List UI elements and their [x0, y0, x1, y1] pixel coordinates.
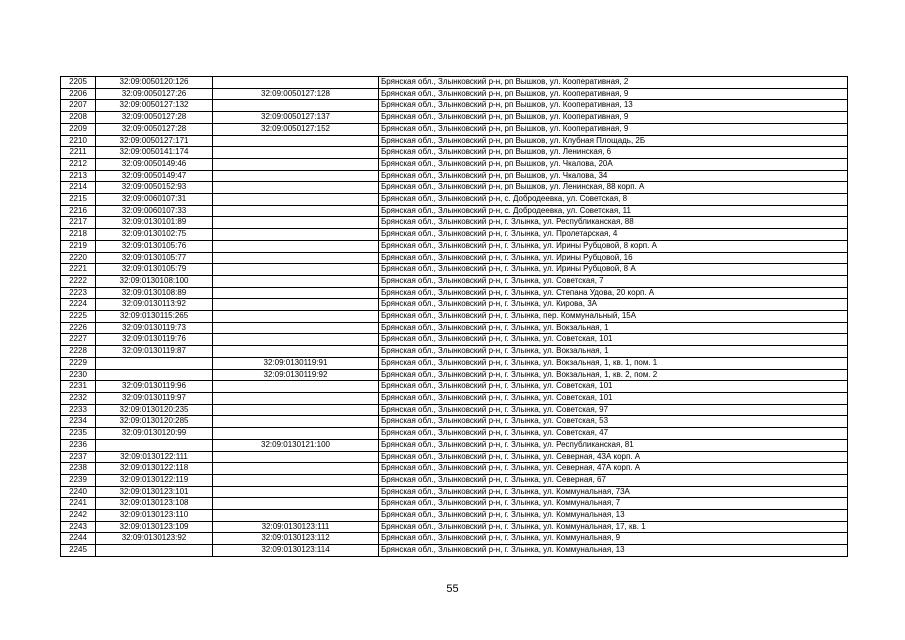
address-cell: Брянская обл., Злынковский р-н, рп Вышков, ул. Кооперативная, 9: [379, 112, 848, 124]
address-cell: Брянская обл., Злынковский р-н, г. Злынка, ул. Северная, 47А корп. А: [379, 463, 848, 475]
address-cell: Брянская обл., Злынковский р-н, г. Злынка, ул. Коммунальная, 13: [379, 545, 848, 557]
address-cell: Брянская обл., Злынковский р-н, рп Вышков, ул. Кооперативная, 9: [379, 123, 848, 135]
table-row: [61, 545, 848, 557]
cadastral-number-cell: 32:09:0130105:79: [96, 264, 213, 276]
record-number-cell: 2239: [61, 474, 96, 486]
address-cell: Брянская обл., Злынковский р-н, рп Вышков, ул. Кооперативная, 9: [379, 88, 848, 100]
table-row: [61, 486, 848, 498]
address-cell: Брянская обл., Злынковский р-н, с. Добродеевка, ул. Советская, 8: [379, 194, 848, 206]
cadastral-number-cell: 32:09:0130123:92: [96, 533, 213, 545]
table-row: [61, 369, 848, 381]
linked-cadastral-number-cell: [213, 346, 379, 358]
table-row: [61, 264, 848, 276]
record-number-cell: 2235: [61, 428, 96, 440]
linked-cadastral-number-cell: [213, 77, 379, 89]
cadastral-number-cell: 32:09:0130108:89: [96, 287, 213, 299]
linked-cadastral-number-cell: [213, 416, 379, 428]
cadastral-number-cell: 32:09:0130115:265: [96, 311, 213, 323]
linked-cadastral-number-cell: 32:09:0130119:92: [213, 369, 379, 381]
linked-cadastral-number-cell: [213, 264, 379, 276]
record-number-cell: 2223: [61, 287, 96, 299]
record-number-cell: 2218: [61, 229, 96, 241]
table-row: [61, 474, 848, 486]
linked-cadastral-number-cell: [213, 217, 379, 229]
linked-cadastral-number-cell: 32:09:0130123:114: [213, 545, 379, 557]
table-row: [61, 217, 848, 229]
cadastral-number-cell: 32:09:0130105:77: [96, 252, 213, 264]
table-row: [61, 170, 848, 182]
record-number-cell: 2229: [61, 357, 96, 369]
cadastral-number-cell: 32:09:0050127:28: [96, 112, 213, 124]
record-number-cell: 2222: [61, 275, 96, 287]
cadastral-number-cell: 32:09:0130120:235: [96, 404, 213, 416]
record-number-cell: 2241: [61, 498, 96, 510]
table-row: [61, 158, 848, 170]
address-cell: Брянская обл., Злынковский р-н, г. Злынка, ул. Советская, 101: [379, 381, 848, 393]
linked-cadastral-number-cell: [213, 299, 379, 311]
cadastral-number-cell: 32:09:0060107:31: [96, 194, 213, 206]
linked-cadastral-number-cell: [213, 252, 379, 264]
cadastral-number-cell: 32:09:0050127:26: [96, 88, 213, 100]
address-cell: Брянская обл., Злынковский р-н, г. Злынка, ул. Коммунальная, 13: [379, 510, 848, 522]
table-row: [61, 416, 848, 428]
cadastral-number-cell: 32:09:0050127:132: [96, 100, 213, 112]
linked-cadastral-number-cell: [213, 287, 379, 299]
linked-cadastral-number-cell: [213, 170, 379, 182]
cadastral-number-cell: 32:09:0130113:92: [96, 299, 213, 311]
cadastral-number-cell: 32:09:0050127:28: [96, 123, 213, 135]
address-cell: Брянская обл., Злынковский р-н, г. Злынка, ул. Кирова, 3А: [379, 299, 848, 311]
address-cell: Брянская обл., Злынковский р-н, рп Вышков, ул. Чкалова, 34: [379, 170, 848, 182]
table-row: [61, 299, 848, 311]
record-number-cell: 2240: [61, 486, 96, 498]
record-number-cell: 2244: [61, 533, 96, 545]
address-cell: Брянская обл., Злынковский р-н, г. Злынка, ул. Вокзальная, 1: [379, 346, 848, 358]
address-cell: Брянская обл., Злынковский р-н, г. Злынка, ул. Северная, 67: [379, 474, 848, 486]
linked-cadastral-number-cell: [213, 158, 379, 170]
table-row: [61, 205, 848, 217]
table-row: [61, 229, 848, 241]
table-row: [61, 311, 848, 323]
address-cell: Брянская обл., Злынковский р-н, г. Злынка, ул. Пролетарская, 4: [379, 229, 848, 241]
record-number-cell: 2219: [61, 240, 96, 252]
address-cell: Брянская обл., Злынковский р-н, г. Злынка, ул. Коммунальная, 73А: [379, 486, 848, 498]
registry-table-body: [61, 77, 848, 557]
linked-cadastral-number-cell: [213, 240, 379, 252]
table-row: [61, 439, 848, 451]
linked-cadastral-number-cell: [213, 486, 379, 498]
cadastral-number-cell: 32:09:0130119:87: [96, 346, 213, 358]
address-cell: Брянская обл., Злынковский р-н, г. Злынка, пер. Коммунальный, 15А: [379, 311, 848, 323]
linked-cadastral-number-cell: [213, 428, 379, 440]
address-cell: Брянская обл., Злынковский р-н, рп Вышков, ул. Кооперативная, 13: [379, 100, 848, 112]
address-cell: Брянская обл., Злынковский р-н, г. Злынка, ул. Республиканская, 81: [379, 439, 848, 451]
linked-cadastral-number-cell: [213, 510, 379, 522]
table-row: [61, 521, 848, 533]
table-row: [61, 287, 848, 299]
record-number-cell: 2228: [61, 346, 96, 358]
address-cell: Брянская обл., Злынковский р-н, г. Злынка, ул. Степана Удова, 20 корп. А: [379, 287, 848, 299]
linked-cadastral-number-cell: [213, 381, 379, 393]
record-number-cell: 2238: [61, 463, 96, 475]
linked-cadastral-number-cell: [213, 229, 379, 241]
address-cell: Брянская обл., Злынковский р-н, г. Злынка, ул. Ирины Рубцовой, 8 корп. А: [379, 240, 848, 252]
address-cell: Брянская обл., Злынковский р-н, г. Злынка, ул. Ирины Рубцовой, 8 А: [379, 264, 848, 276]
table-row: [61, 392, 848, 404]
table-row: [61, 463, 848, 475]
table-row: [61, 322, 848, 334]
linked-cadastral-number-cell: [213, 322, 379, 334]
address-cell: Брянская обл., Злынковский р-н, г. Злынка, ул. Коммунальная, 9: [379, 533, 848, 545]
address-cell: Брянская обл., Злынковский р-н, г. Злынка, ул. Вокзальная, 1, кв. 2, пом. 2: [379, 369, 848, 381]
table-row: [61, 428, 848, 440]
table-row: [61, 77, 848, 89]
record-number-cell: 2226: [61, 322, 96, 334]
cadastral-number-cell: 32:09:0130122:118: [96, 463, 213, 475]
cadastral-number-cell: [96, 357, 213, 369]
linked-cadastral-number-cell: [213, 135, 379, 147]
cadastral-number-cell: 32:09:0050141:174: [96, 147, 213, 159]
table-row: [61, 498, 848, 510]
linked-cadastral-number-cell: [213, 451, 379, 463]
linked-cadastral-number-cell: [213, 404, 379, 416]
table-row: [61, 194, 848, 206]
table-row: [61, 123, 848, 135]
table-row: [61, 147, 848, 159]
linked-cadastral-number-cell: [213, 392, 379, 404]
cadastral-number-cell: 32:09:0130119:96: [96, 381, 213, 393]
table-row: [61, 404, 848, 416]
table-row: [61, 346, 848, 358]
cadastral-number-cell: 32:09:0130119:76: [96, 334, 213, 346]
cadastral-number-cell: [96, 439, 213, 451]
linked-cadastral-number-cell: 32:09:0050127:137: [213, 112, 379, 124]
cadastral-number-cell: 32:09:0060107:33: [96, 205, 213, 217]
table-row: [61, 100, 848, 112]
record-number-cell: 2232: [61, 392, 96, 404]
table-row: [61, 135, 848, 147]
table-row: [61, 533, 848, 545]
linked-cadastral-number-cell: [213, 311, 379, 323]
record-number-cell: 2230: [61, 369, 96, 381]
linked-cadastral-number-cell: [213, 100, 379, 112]
record-number-cell: 2225: [61, 311, 96, 323]
property-registry-table: [60, 76, 848, 557]
cadastral-number-cell: 32:09:0130120:99: [96, 428, 213, 440]
record-number-cell: 2220: [61, 252, 96, 264]
cadastral-number-cell: 32:09:0050149:46: [96, 158, 213, 170]
linked-cadastral-number-cell: 32:09:0130121:100: [213, 439, 379, 451]
address-cell: Брянская обл., Злынковский р-н, г. Злынка, ул. Советская, 53: [379, 416, 848, 428]
address-cell: Брянская обл., Злынковский р-н, рп Вышков, ул. Ленинская, 6: [379, 147, 848, 159]
address-cell: Брянская обл., Злынковский р-н, г. Злынка, ул. Вокзальная, 1: [379, 322, 848, 334]
linked-cadastral-number-cell: [213, 498, 379, 510]
cadastral-number-cell: [96, 369, 213, 381]
record-number-cell: 2233: [61, 404, 96, 416]
address-cell: Брянская обл., Злынковский р-н, г. Злынка, ул. Советская, 97: [379, 404, 848, 416]
cadastral-number-cell: 32:09:0130119:73: [96, 322, 213, 334]
table-row: [61, 510, 848, 522]
record-number-cell: 2213: [61, 170, 96, 182]
cadastral-number-cell: 32:09:0130119:97: [96, 392, 213, 404]
record-number-cell: 2215: [61, 194, 96, 206]
address-cell: Брянская обл., Злынковский р-н, г. Злынка, ул. Советская, 101: [379, 392, 848, 404]
cadastral-number-cell: 32:09:0130102:75: [96, 229, 213, 241]
table-row: [61, 112, 848, 124]
record-number-cell: 2221: [61, 264, 96, 276]
record-number-cell: 2212: [61, 158, 96, 170]
cadastral-number-cell: 32:09:0130122:119: [96, 474, 213, 486]
record-number-cell: 2206: [61, 88, 96, 100]
record-number-cell: 2224: [61, 299, 96, 311]
table-row: [61, 357, 848, 369]
linked-cadastral-number-cell: [213, 474, 379, 486]
record-number-cell: 2209: [61, 123, 96, 135]
linked-cadastral-number-cell: 32:09:0050127:152: [213, 123, 379, 135]
linked-cadastral-number-cell: [213, 334, 379, 346]
record-number-cell: 2208: [61, 112, 96, 124]
cadastral-number-cell: 32:09:0130123:109: [96, 521, 213, 533]
address-cell: Брянская обл., Злынковский р-н, г. Злынка, ул. Коммунальная, 17, кв. 1: [379, 521, 848, 533]
linked-cadastral-number-cell: [213, 205, 379, 217]
cadastral-number-cell: [96, 545, 213, 557]
address-cell: Брянская обл., Злынковский р-н, рп Вышков, ул. Чкалова, 20А: [379, 158, 848, 170]
cadastral-number-cell: 32:09:0050120:126: [96, 77, 213, 89]
cadastral-number-cell: 32:09:0130105:76: [96, 240, 213, 252]
address-cell: Брянская обл., Злынковский р-н, г. Злынка, ул. Советская, 47: [379, 428, 848, 440]
address-cell: Брянская обл., Злынковский р-н, г. Злынка, ул. Ирины Рубцовой, 16: [379, 252, 848, 264]
record-number-cell: 2216: [61, 205, 96, 217]
record-number-cell: 2217: [61, 217, 96, 229]
record-number-cell: 2205: [61, 77, 96, 89]
cadastral-number-cell: 32:09:0130122:111: [96, 451, 213, 463]
record-number-cell: 2231: [61, 381, 96, 393]
cadastral-number-cell: 32:09:0130120:285: [96, 416, 213, 428]
record-number-cell: 2211: [61, 147, 96, 159]
table-row: [61, 334, 848, 346]
table-row: [61, 252, 848, 264]
linked-cadastral-number-cell: 32:09:0050127:128: [213, 88, 379, 100]
cadastral-number-cell: 32:09:0050152:93: [96, 182, 213, 194]
address-cell: Брянская обл., Злынковский р-н, рп Вышков, ул. Кооперативная, 2: [379, 77, 848, 89]
linked-cadastral-number-cell: [213, 182, 379, 194]
cadastral-number-cell: 32:09:0130123:101: [96, 486, 213, 498]
record-number-cell: 2207: [61, 100, 96, 112]
table-row: [61, 88, 848, 100]
linked-cadastral-number-cell: [213, 463, 379, 475]
linked-cadastral-number-cell: 32:09:0130123:111: [213, 521, 379, 533]
table-row: [61, 451, 848, 463]
cadastral-number-cell: 32:09:0130108:100: [96, 275, 213, 287]
table-row: [61, 381, 848, 393]
record-number-cell: 2236: [61, 439, 96, 451]
table-row: [61, 240, 848, 252]
table-row: [61, 275, 848, 287]
record-number-cell: 2227: [61, 334, 96, 346]
address-cell: Брянская обл., Злынковский р-н, рп Вышков, ул. Ленинская, 88 корп. А: [379, 182, 848, 194]
cadastral-number-cell: 32:09:0130123:110: [96, 510, 213, 522]
address-cell: Брянская обл., Злынковский р-н, г. Злынка, ул. Вокзальная, 1, кв. 1, пом. 1: [379, 357, 848, 369]
address-cell: Брянская обл., Злынковский р-н, г. Злынка, ул. Советская, 7: [379, 275, 848, 287]
table-row: [61, 182, 848, 194]
cadastral-number-cell: 32:09:0050149:47: [96, 170, 213, 182]
address-cell: Брянская обл., Злынковский р-н, г. Злынка, ул. Республиканская, 88: [379, 217, 848, 229]
record-number-cell: 2234: [61, 416, 96, 428]
address-cell: Брянская обл., Злынковский р-н, рп Вышков, ул. Клубная Площадь, 2Б: [379, 135, 848, 147]
linked-cadastral-number-cell: 32:09:0130119:91: [213, 357, 379, 369]
linked-cadastral-number-cell: 32:09:0130123:112: [213, 533, 379, 545]
cadastral-number-cell: 32:09:0050127:171: [96, 135, 213, 147]
page-number: 55: [446, 583, 459, 595]
linked-cadastral-number-cell: [213, 275, 379, 287]
address-cell: Брянская обл., Злынковский р-н, г. Злынка, ул. Коммунальная, 7: [379, 498, 848, 510]
linked-cadastral-number-cell: [213, 147, 379, 159]
address-cell: Брянская обл., Злынковский р-н, г. Злынка, ул. Северная, 43А корп. А: [379, 451, 848, 463]
record-number-cell: 2237: [61, 451, 96, 463]
address-cell: Брянская обл., Злынковский р-н, с. Добродеевка, ул. Советская, 11: [379, 205, 848, 217]
record-number-cell: 2242: [61, 510, 96, 522]
address-cell: Брянская обл., Злынковский р-н, г. Злынка, ул. Советская, 101: [379, 334, 848, 346]
cadastral-number-cell: 32:09:0130101:89: [96, 217, 213, 229]
record-number-cell: 2245: [61, 545, 96, 557]
record-number-cell: 2210: [61, 135, 96, 147]
record-number-cell: 2243: [61, 521, 96, 533]
cadastral-number-cell: 32:09:0130123:108: [96, 498, 213, 510]
linked-cadastral-number-cell: [213, 194, 379, 206]
record-number-cell: 2214: [61, 182, 96, 194]
